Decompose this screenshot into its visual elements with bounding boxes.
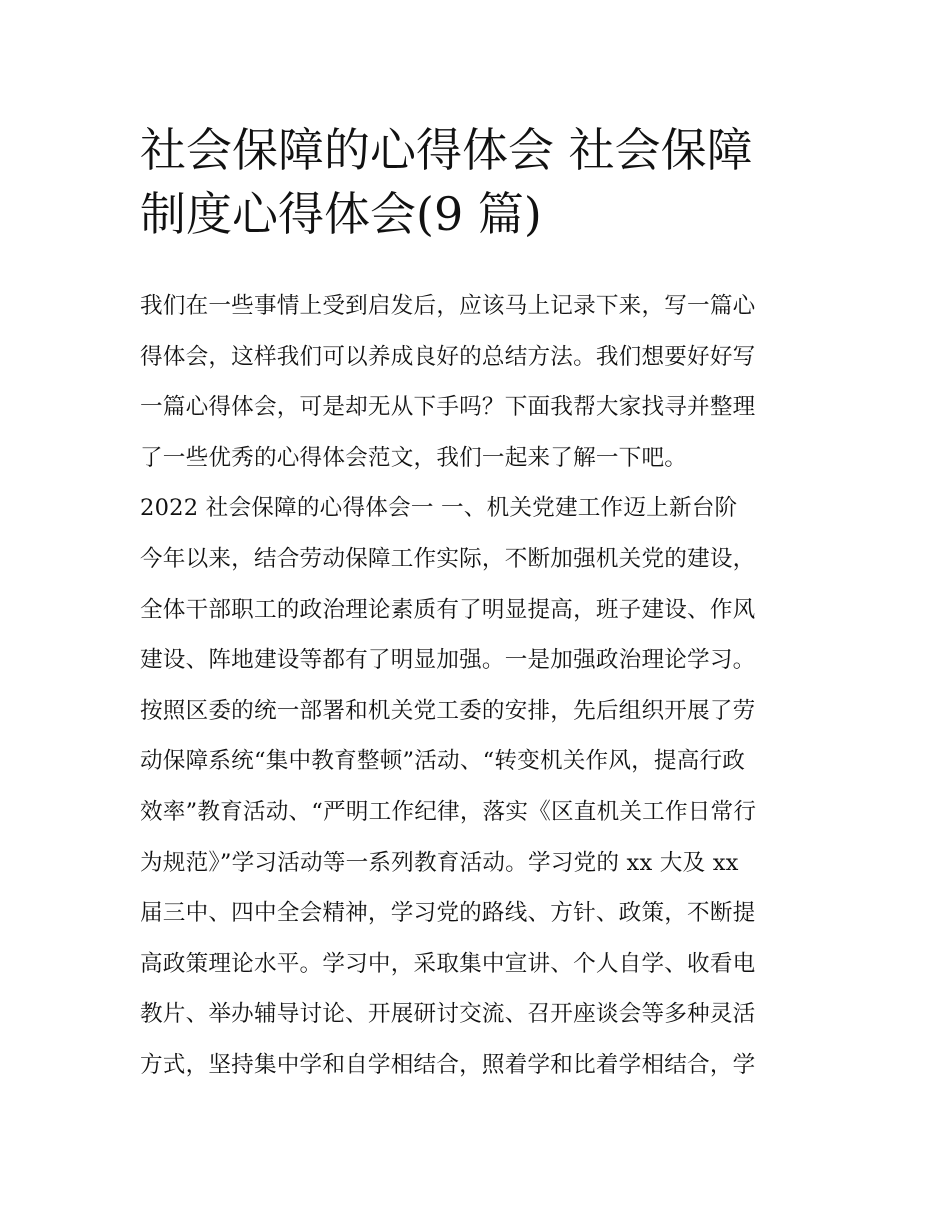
title-line-2: 制度心得体会(9 篇) [140, 187, 542, 241]
body-line: 得体会，这样我们可以养成良好的总结方法。我们想要好好写 [140, 343, 756, 370]
body-line: 方式，坚持集中学和自学相结合，照着学和比着学相结合，学 [140, 1051, 756, 1078]
body-line: 全体干部职工的政治理论素质有了明显提高，班子建设、作风 [140, 596, 756, 623]
document-title [140, 118, 820, 246]
body-line: 建设、阵地建设等都有了明显加强。一是加强政治理论学习。 [140, 647, 756, 674]
body-line: 动保障系统“集中教育整顿”活动、“转变机关作风，提高行政 [140, 748, 746, 775]
body-line: 教片、举办辅导讨论、开展研讨交流、召开座谈会等多种灵活 [140, 1001, 756, 1028]
document-body [140, 281, 820, 1091]
body-line: 高政策理论水平。学习中，采取集中宣讲、个人自学、收看电 [140, 950, 756, 977]
title-line-1: 社会保障的心得体会 社会保障 [140, 123, 753, 177]
body-line: 届三中、四中全会精神，学习党的路线、方针、政策，不断提 [140, 900, 756, 927]
body-line: 我们在一些事情上受到启发后，应该马上记录下来，写一篇心 [140, 293, 756, 319]
body-line: 为规范》”学习活动等一系列教育活动。学习党的 xx 大及 xx [140, 849, 739, 876]
body-line: 了一些优秀的心得体会范文，我们一起来了解一下吧。 [140, 444, 688, 471]
body-line: 按照区委的统一部署和机关党工委的安排，先后组织开展了劳 [140, 697, 756, 724]
body-line: 一篇心得体会，可是却无从下手吗？下面我帮大家找寻并整理 [140, 394, 756, 421]
body-line: 效率”教育活动、“严明工作纪律，落实《区直机关工作日常行 [140, 798, 757, 825]
body-line: 今年以来，结合劳动保障工作实际，不断加强机关党的建设， [140, 545, 756, 572]
section-heading-line: 2022 社会保障的心得体会一 一、机关党建工作迈上新台阶 [140, 495, 738, 522]
